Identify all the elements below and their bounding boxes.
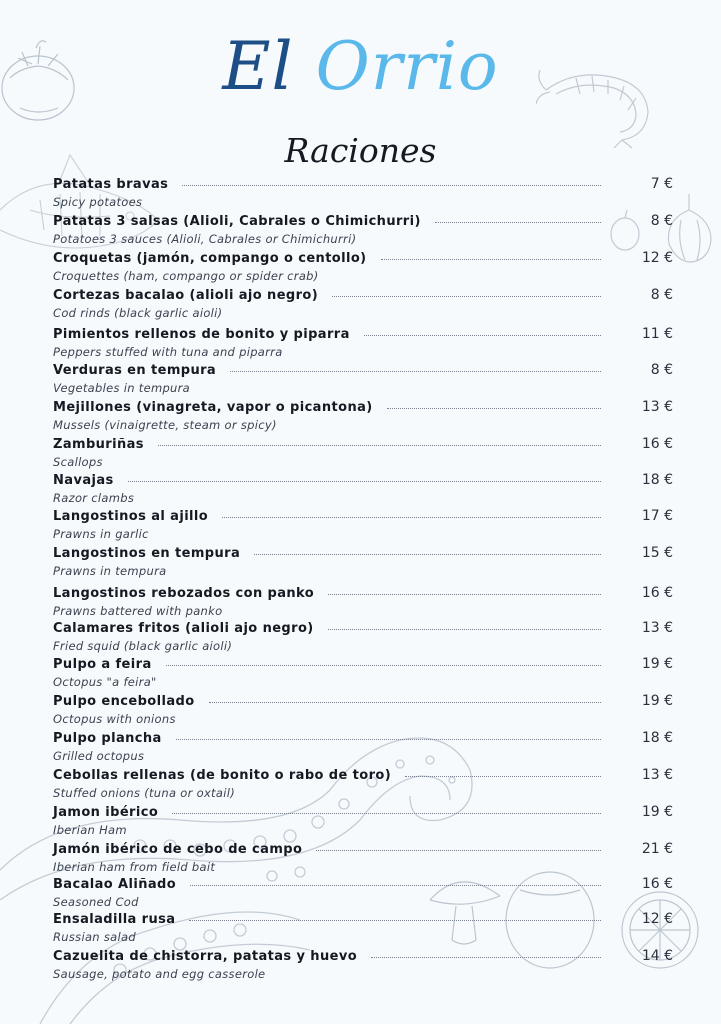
menu-item-name: Langostinos al ajillo <box>53 509 209 524</box>
menu-item <box>53 948 673 982</box>
menu-item-description: Croquettes (ham, compango or spider crab) <box>53 269 319 283</box>
dot-leader <box>190 885 601 886</box>
dot-leader <box>172 813 601 814</box>
menu-item <box>53 804 673 838</box>
dot-leader <box>230 371 601 372</box>
menu-item <box>53 287 673 321</box>
menu-item-price: 13 € <box>641 767 673 783</box>
dot-leader <box>209 702 601 703</box>
menu-item-description: Mussels (vinaigrette, steam or spicy) <box>53 418 277 432</box>
dot-leader <box>316 850 601 851</box>
menu-item-name: Cebollas rellenas (de bonito o rabo de toro) <box>53 768 392 783</box>
menu-item-name: Ensaladilla rusa <box>53 912 176 927</box>
menu-item-price: 15 € <box>641 545 673 561</box>
menu-item-name: Croquetas (jamón, compango o centollo) <box>53 251 367 266</box>
menu-item-name: Pulpo plancha <box>53 731 162 746</box>
menu-item-name: Zamburiñas <box>53 437 144 452</box>
menu-item-price: 18 € <box>641 730 673 746</box>
menu-item-name: Langostinos rebozados con panko <box>53 586 315 601</box>
dot-leader <box>328 629 601 630</box>
menu-item-description: Iberian Ham <box>53 823 127 837</box>
menu-item-name: Pulpo encebollado <box>53 694 195 709</box>
menu-item-price: 19 € <box>641 804 673 820</box>
menu-item <box>53 213 673 247</box>
menu-item-price: 8 € <box>650 213 673 229</box>
menu-item <box>53 911 673 945</box>
menu-item-description: Octopus "a feira" <box>53 675 157 689</box>
dot-leader <box>364 335 601 336</box>
dot-leader <box>222 517 601 518</box>
menu-item-name: Mejillones (vinagreta, vapor o picantona) <box>53 400 373 415</box>
menu-item-description: Prawns in tempura <box>53 564 167 578</box>
menu-item-price: 11 € <box>641 326 673 342</box>
menu-item-name: Patatas 3 salsas (Alioli, Cabrales o Chimichurri) <box>53 214 421 229</box>
dot-leader <box>182 185 601 186</box>
menu-item-price: 21 € <box>641 841 673 857</box>
dot-leader <box>176 739 601 740</box>
menu-item-description: Scallops <box>53 455 103 469</box>
menu-item-description: Octopus with onions <box>53 712 176 726</box>
menu-item <box>53 362 673 396</box>
menu-item-description: Peppers stuffed with tuna and piparra <box>53 345 283 359</box>
dot-leader <box>387 408 601 409</box>
menu-item <box>53 508 673 542</box>
menu-item-description: Prawns in garlic <box>53 527 149 541</box>
menu-item-price: 13 € <box>641 620 673 636</box>
menu-item-description: Russian salad <box>53 930 136 944</box>
menu-item <box>53 326 673 360</box>
menu-item-price: 18 € <box>641 472 673 488</box>
menu-item-name: Pulpo a feira <box>53 657 152 672</box>
menu-item-description: Seasoned Cod <box>53 895 139 909</box>
menu-item-name: Pimientos rellenos de bonito y piparra <box>53 327 350 342</box>
menu-item-description: Iberian ham from field bait <box>53 860 216 874</box>
brand-logo <box>0 22 721 112</box>
menu-item-price: 19 € <box>641 693 673 709</box>
menu-item-description: Stuffed onions (tuna or oxtail) <box>53 786 235 800</box>
menu-item-price: 8 € <box>650 362 673 378</box>
menu-item-description: Cod rinds (black garlic aioli) <box>53 306 223 320</box>
menu-item-price: 7 € <box>650 176 673 192</box>
menu-item-price: 12 € <box>641 911 673 927</box>
menu-item-price: 16 € <box>641 436 673 452</box>
dot-leader <box>254 554 601 555</box>
menu-item-price: 12 € <box>641 250 673 266</box>
menu-item <box>53 876 673 910</box>
menu-item-name: Patatas bravas <box>53 177 169 192</box>
menu-item-name: Bacalao Aliñado <box>53 877 177 892</box>
menu-item-price: 8 € <box>650 287 673 303</box>
menu-item-description: Spicy potatoes <box>53 195 143 209</box>
dot-leader <box>158 445 601 446</box>
menu-item-name: Langostinos en tempura <box>53 546 241 561</box>
menu-item-price: 19 € <box>641 656 673 672</box>
menu-item-price: 16 € <box>641 585 673 601</box>
brand-word-el: El <box>222 28 294 105</box>
brand-word-orrio: Orrio <box>315 28 499 105</box>
menu-item <box>53 656 673 690</box>
menu-item-description: Grilled octopus <box>53 749 145 763</box>
menu-item <box>53 472 673 506</box>
menu-item <box>53 250 673 284</box>
menu-item-name: Jamon ibérico <box>53 805 159 820</box>
menu-item-name: Navajas <box>53 473 114 488</box>
section-title: Raciones <box>284 131 437 170</box>
menu-item-name: Calamares fritos (alioli ajo negro) <box>53 621 314 636</box>
menu-item <box>53 176 673 210</box>
menu-item <box>53 841 673 875</box>
menu-item-description: Sausage, potato and egg casserole <box>53 967 266 981</box>
menu-item <box>53 436 673 470</box>
menu-item <box>53 730 673 764</box>
menu-item-price: 17 € <box>641 508 673 524</box>
dot-leader <box>166 665 601 666</box>
menu-item-description: Potatoes 3 sauces (Alioli, Cabrales or Chimichurri) <box>53 232 357 246</box>
menu-item-description: Vegetables in tempura <box>53 381 191 395</box>
menu-item <box>53 545 673 579</box>
menu-item-name: Jamón ibérico de cebo de campo <box>53 842 303 857</box>
menu-item <box>53 585 673 619</box>
dot-leader <box>128 481 601 482</box>
dot-leader <box>332 296 601 297</box>
dot-leader <box>435 222 601 223</box>
menu-item <box>53 693 673 727</box>
menu-item <box>53 620 673 654</box>
menu-item-name: Verduras en tempura <box>53 363 217 378</box>
menu-item-description: Prawns battered with panko <box>53 604 223 618</box>
dot-leader <box>381 259 601 260</box>
dot-leader <box>189 920 601 921</box>
menu-item-price: 14 € <box>641 948 673 964</box>
menu-item-name: Cazuelita de chistorra, patatas y huevo <box>53 949 358 964</box>
dot-leader <box>328 594 601 595</box>
menu-item-description: Fried squid (black garlic aioli) <box>53 639 233 653</box>
dot-leader <box>405 776 601 777</box>
menu-item <box>53 767 673 801</box>
menu-item-description: Razor clambs <box>53 491 135 505</box>
dot-leader <box>371 957 601 958</box>
menu-item <box>53 399 673 433</box>
menu-item-price: 13 € <box>641 399 673 415</box>
menu-item-price: 16 € <box>641 876 673 892</box>
menu-item-name: Cortezas bacalao (alioli ajo negro) <box>53 288 319 303</box>
